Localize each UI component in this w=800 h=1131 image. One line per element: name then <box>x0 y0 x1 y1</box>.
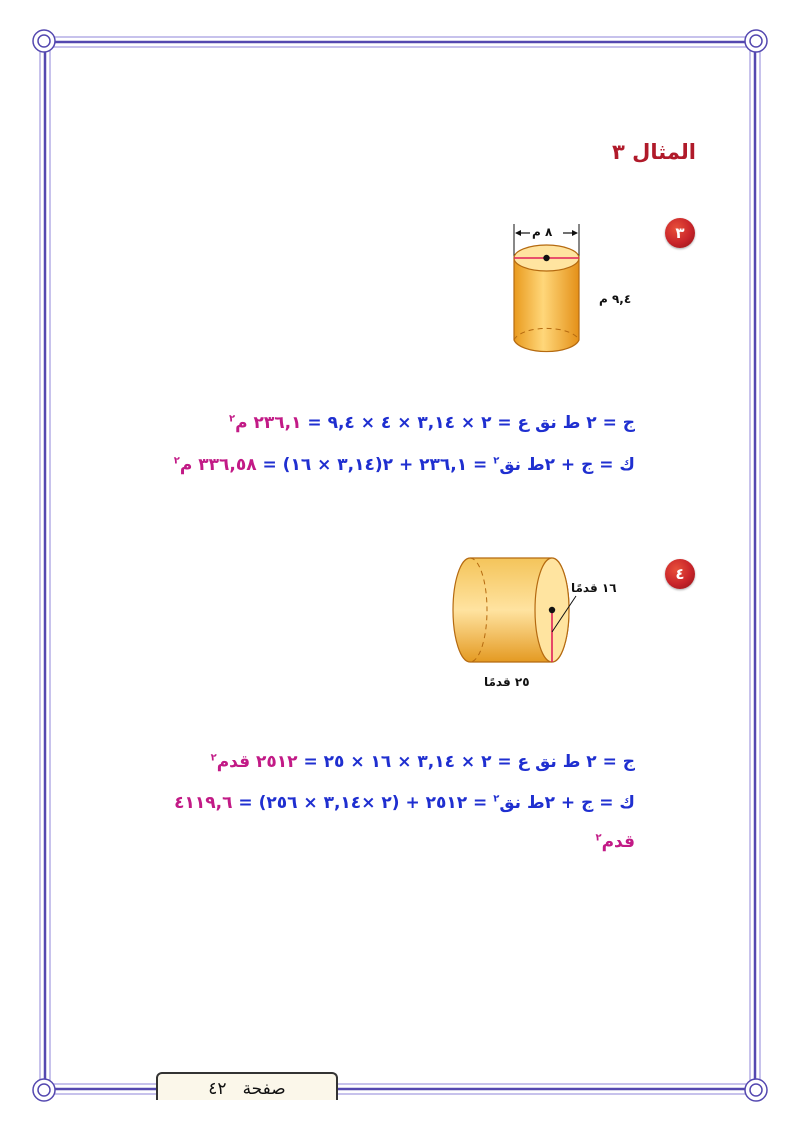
problem-4-total-area-line <box>174 793 635 813</box>
result-text: ٢٥١٢ قدم$^٢$ <box>210 752 298 772</box>
cylinder-height-label: ٩,٤ م <box>599 292 632 306</box>
page-number-tab <box>156 1072 338 1100</box>
cylinder-length-label: ٢٥ قدمًا <box>484 675 530 689</box>
vertical-cylinder-figure <box>500 218 596 363</box>
problem-4-lateral-area-line <box>211 752 635 772</box>
cylinder-diameter-label: ١٦ قدمًا <box>571 581 617 595</box>
formula-text: ج = ٢ ط نق ع = ٢ × ٣,١٤ × ٤ × ٩,٤ = <box>307 413 635 433</box>
problem-3-lateral-area-line <box>229 413 635 433</box>
page-number: ٤٢ <box>208 1079 227 1099</box>
formula-text: ك = ج + ٢ط نق$^٢$ = ٢٣٦,١ + ٢(٣,١٤ × ١٦) = <box>262 455 635 475</box>
result-text: ٢٣٦,١ م$^٢$ <box>229 413 302 433</box>
cylinder-diameter-label: ٨ م <box>532 225 553 239</box>
result-text: ٤١١٩,٦ <box>174 793 233 813</box>
problem-4-number-badge: ٤ <box>665 559 695 589</box>
horizontal-cylinder-figure <box>450 552 580 667</box>
problem-3-total-area-line <box>174 455 635 475</box>
formula-text: ك = ج + ٢ط نق$^٢$ = ٢٥١٢ + (٢ ×٣,١٤ × ٢٥٦) = <box>238 793 635 813</box>
frame-corner-ornaments <box>33 30 767 1101</box>
formula-text: ج = ٢ ط نق ع = ٢ × ٣,١٤ × ١٦ × ٢٥ = <box>303 752 635 772</box>
result-text: ٣٣٦,٥٨ م$^٢$ <box>173 455 257 475</box>
example-title: المثال ٣ <box>612 140 696 164</box>
problem-3-number-badge: ٣ <box>665 218 695 248</box>
page-word: صفحة <box>242 1079 286 1099</box>
problem-4-result-unit: قدم$^٢$ <box>595 832 635 852</box>
